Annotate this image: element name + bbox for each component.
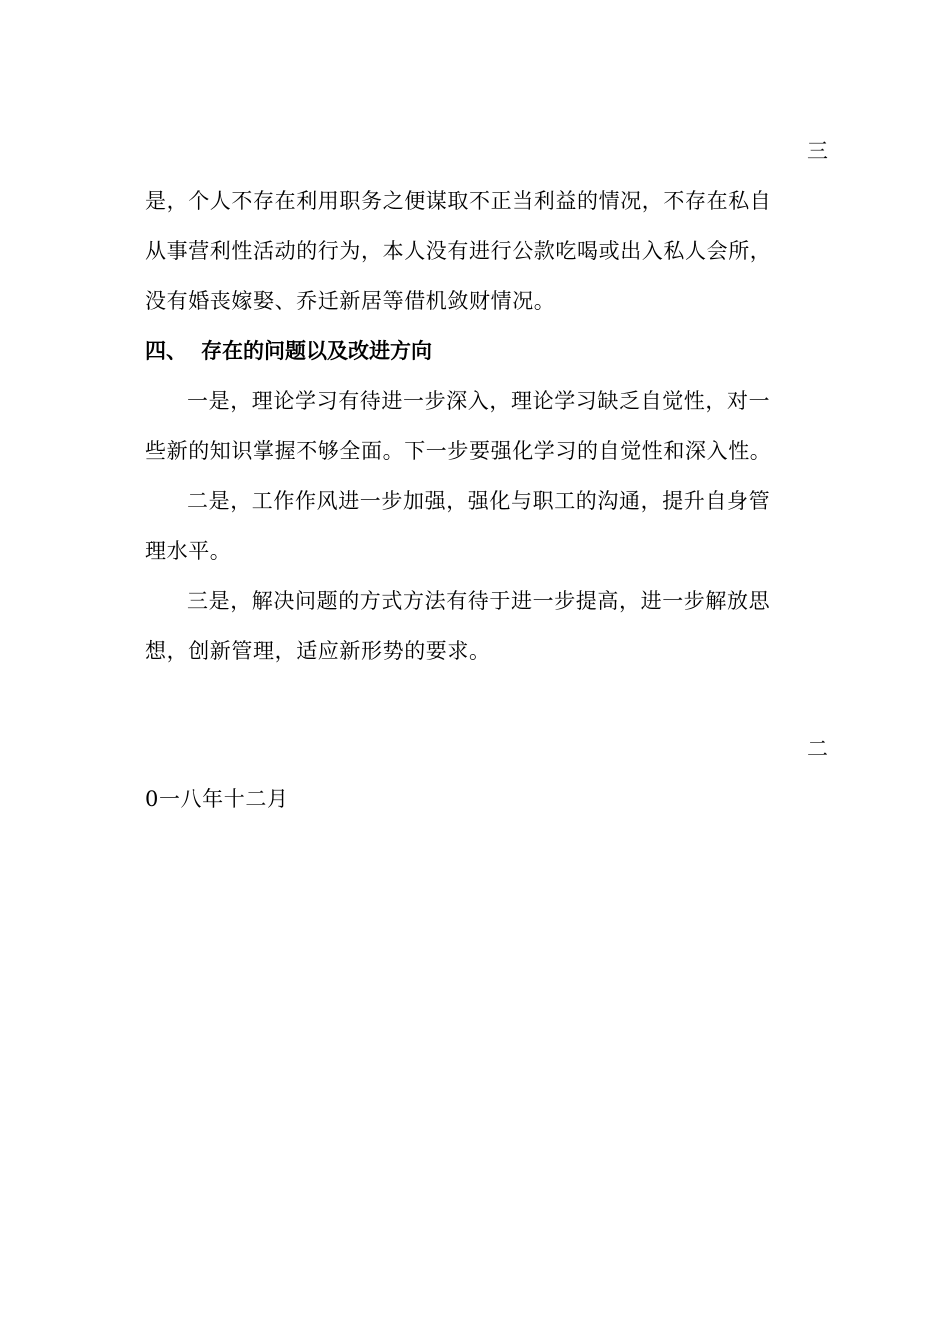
paragraph-line: 些新的知识掌握不够全面。下一步要强化学习的自觉性和深入性。 [145, 439, 772, 463]
paragraph-line: 二是，工作作风进一步加强，强化与职工的沟通，提升自身管 [187, 489, 771, 513]
paragraph-line: 想，创新管理，适应新形势的要求。 [145, 639, 491, 663]
paragraph-line: 是，个人不存在利用职务之便谋取不正当利益的情况，不存在私自 [145, 189, 772, 213]
paragraph-line: 从事营利性活动的行为，本人没有进行公款吃喝或出入私人会所， [145, 239, 772, 263]
paragraph-line: 理水平。 [145, 539, 232, 563]
paragraph-line: 没有婚丧嫁娶、乔迁新居等借机敛财情况。 [145, 289, 556, 313]
section4-item-1 [145, 376, 810, 476]
paragraph-line: 三是，解决问题的方式方法有待于进一步提高，进一步解放思 [187, 589, 771, 613]
section3-lead-fragment: 三 [807, 139, 828, 163]
section-number: 四、 [145, 339, 187, 363]
section4-item-2 [145, 476, 810, 576]
signature-date: 0一八年十二月 [145, 787, 289, 811]
paragraph-line: 一是，理论学习有待进一步深入，理论学习缺乏自觉性，对一 [187, 389, 771, 413]
date-lead-fragment: 二 [807, 737, 828, 761]
section4-heading [145, 326, 432, 376]
section3-paragraph [145, 176, 810, 326]
section4-item-3 [145, 576, 810, 676]
section-title: 存在的问题以及改进方向 [201, 339, 432, 363]
